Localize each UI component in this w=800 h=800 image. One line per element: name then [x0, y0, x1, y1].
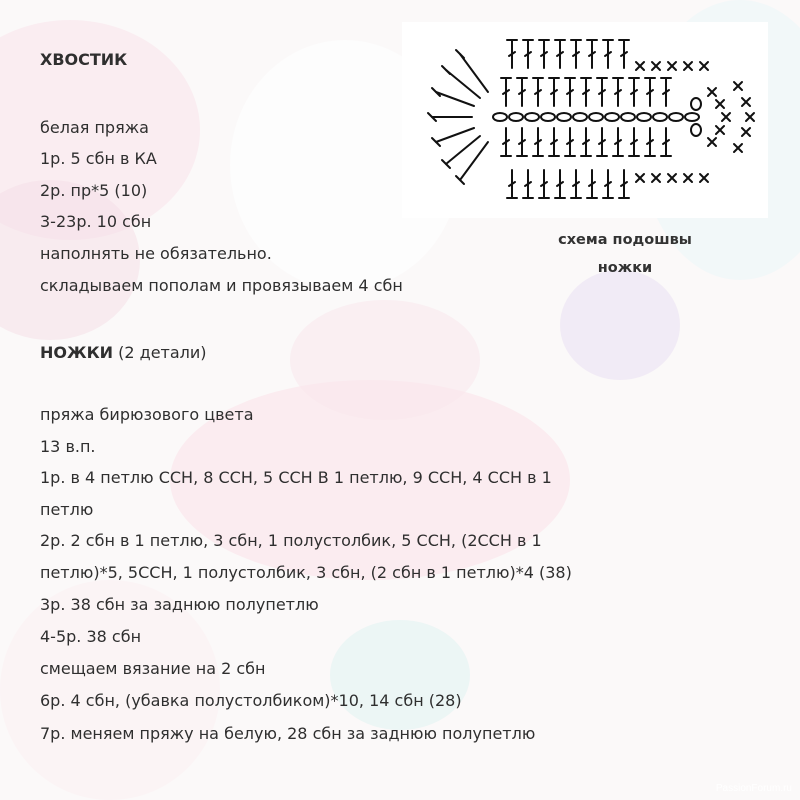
legs-line: пряжа бирюзового цвета	[40, 405, 254, 424]
chain-symbol	[509, 113, 523, 121]
tail-title: ХВОСТИК	[40, 50, 128, 69]
legs-line: 1р. в 4 петлю ССН, 8 ССН, 5 ССН В 1 петлю, 9 ССН, 4 ССН в 1	[40, 468, 552, 487]
legs-line: 6р. 4 сбн, (убавка полустолбиком)*10, 14 сбн (28)	[40, 691, 462, 710]
chain-symbol	[621, 113, 635, 121]
tail-line: наполнять не обязательно.	[40, 244, 272, 263]
legs-line: 13 в.п.	[40, 437, 96, 456]
tail-line: 1р. 5 сбн в КА	[40, 149, 157, 168]
legs-subtitle: (2 детали)	[118, 343, 207, 362]
diagram-caption-2: ножки	[597, 260, 653, 276]
fan-stitch-symbol	[460, 142, 488, 180]
diagram-caption-1: схема подошвы	[558, 232, 692, 248]
chain-symbol	[493, 113, 507, 121]
legs-line: 2р. 2 сбн в 1 петлю, 3 сбн, 1 полустолбик, 5 ССН, (2ССН в 1	[40, 531, 542, 550]
sole-diagram	[402, 22, 768, 218]
fan-stitch-symbol	[456, 50, 464, 58]
legs-line: 4-5р. 38 сбн	[40, 627, 142, 646]
tail-line: 3-23р. 10 сбн	[40, 212, 152, 231]
chain-symbol	[541, 113, 555, 121]
legs-heading	[40, 342, 207, 364]
chain-symbol	[605, 113, 619, 121]
chain-symbol	[685, 113, 699, 121]
chain-symbol	[557, 113, 571, 121]
legs-title: НОЖКИ	[40, 343, 114, 362]
legs-line: петлю	[40, 500, 94, 519]
fan-stitch-symbol	[436, 128, 474, 142]
chain-symbol	[637, 113, 651, 121]
watermark: PassionForum.ru	[715, 783, 792, 794]
chain-symbol	[653, 113, 667, 121]
legs-line: смещаем вязание на 2 сбн	[40, 659, 266, 678]
legs-line: 7р. меняем пряжу на белую, 28 сбн за заднюю полупетлю	[40, 724, 536, 743]
tail-line: складываем пополам и провязываем 4 сбн	[40, 276, 403, 295]
chain-symbol	[589, 113, 603, 121]
tail-line: 2р. пр*5 (10)	[40, 181, 148, 200]
fan-stitch-symbol	[460, 54, 488, 92]
legs-line: 3р. 38 сбн за заднюю полупетлю	[40, 595, 319, 614]
tail-line: белая пряжа	[40, 118, 149, 137]
chain-symbol	[669, 113, 683, 121]
fan-stitch-symbol	[442, 66, 450, 74]
legs-line: петлю)*5, 5ССН, 1 полустолбик, 3 сбн, (2 сбн в 1 петлю)*4 (38)	[40, 563, 572, 582]
chain-symbol	[573, 113, 587, 121]
fan-stitch-symbol	[436, 92, 474, 106]
chain-symbol	[691, 124, 701, 136]
sole-diagram-chart	[402, 22, 768, 218]
chain-symbol	[691, 98, 701, 110]
chain-symbol	[525, 113, 539, 121]
